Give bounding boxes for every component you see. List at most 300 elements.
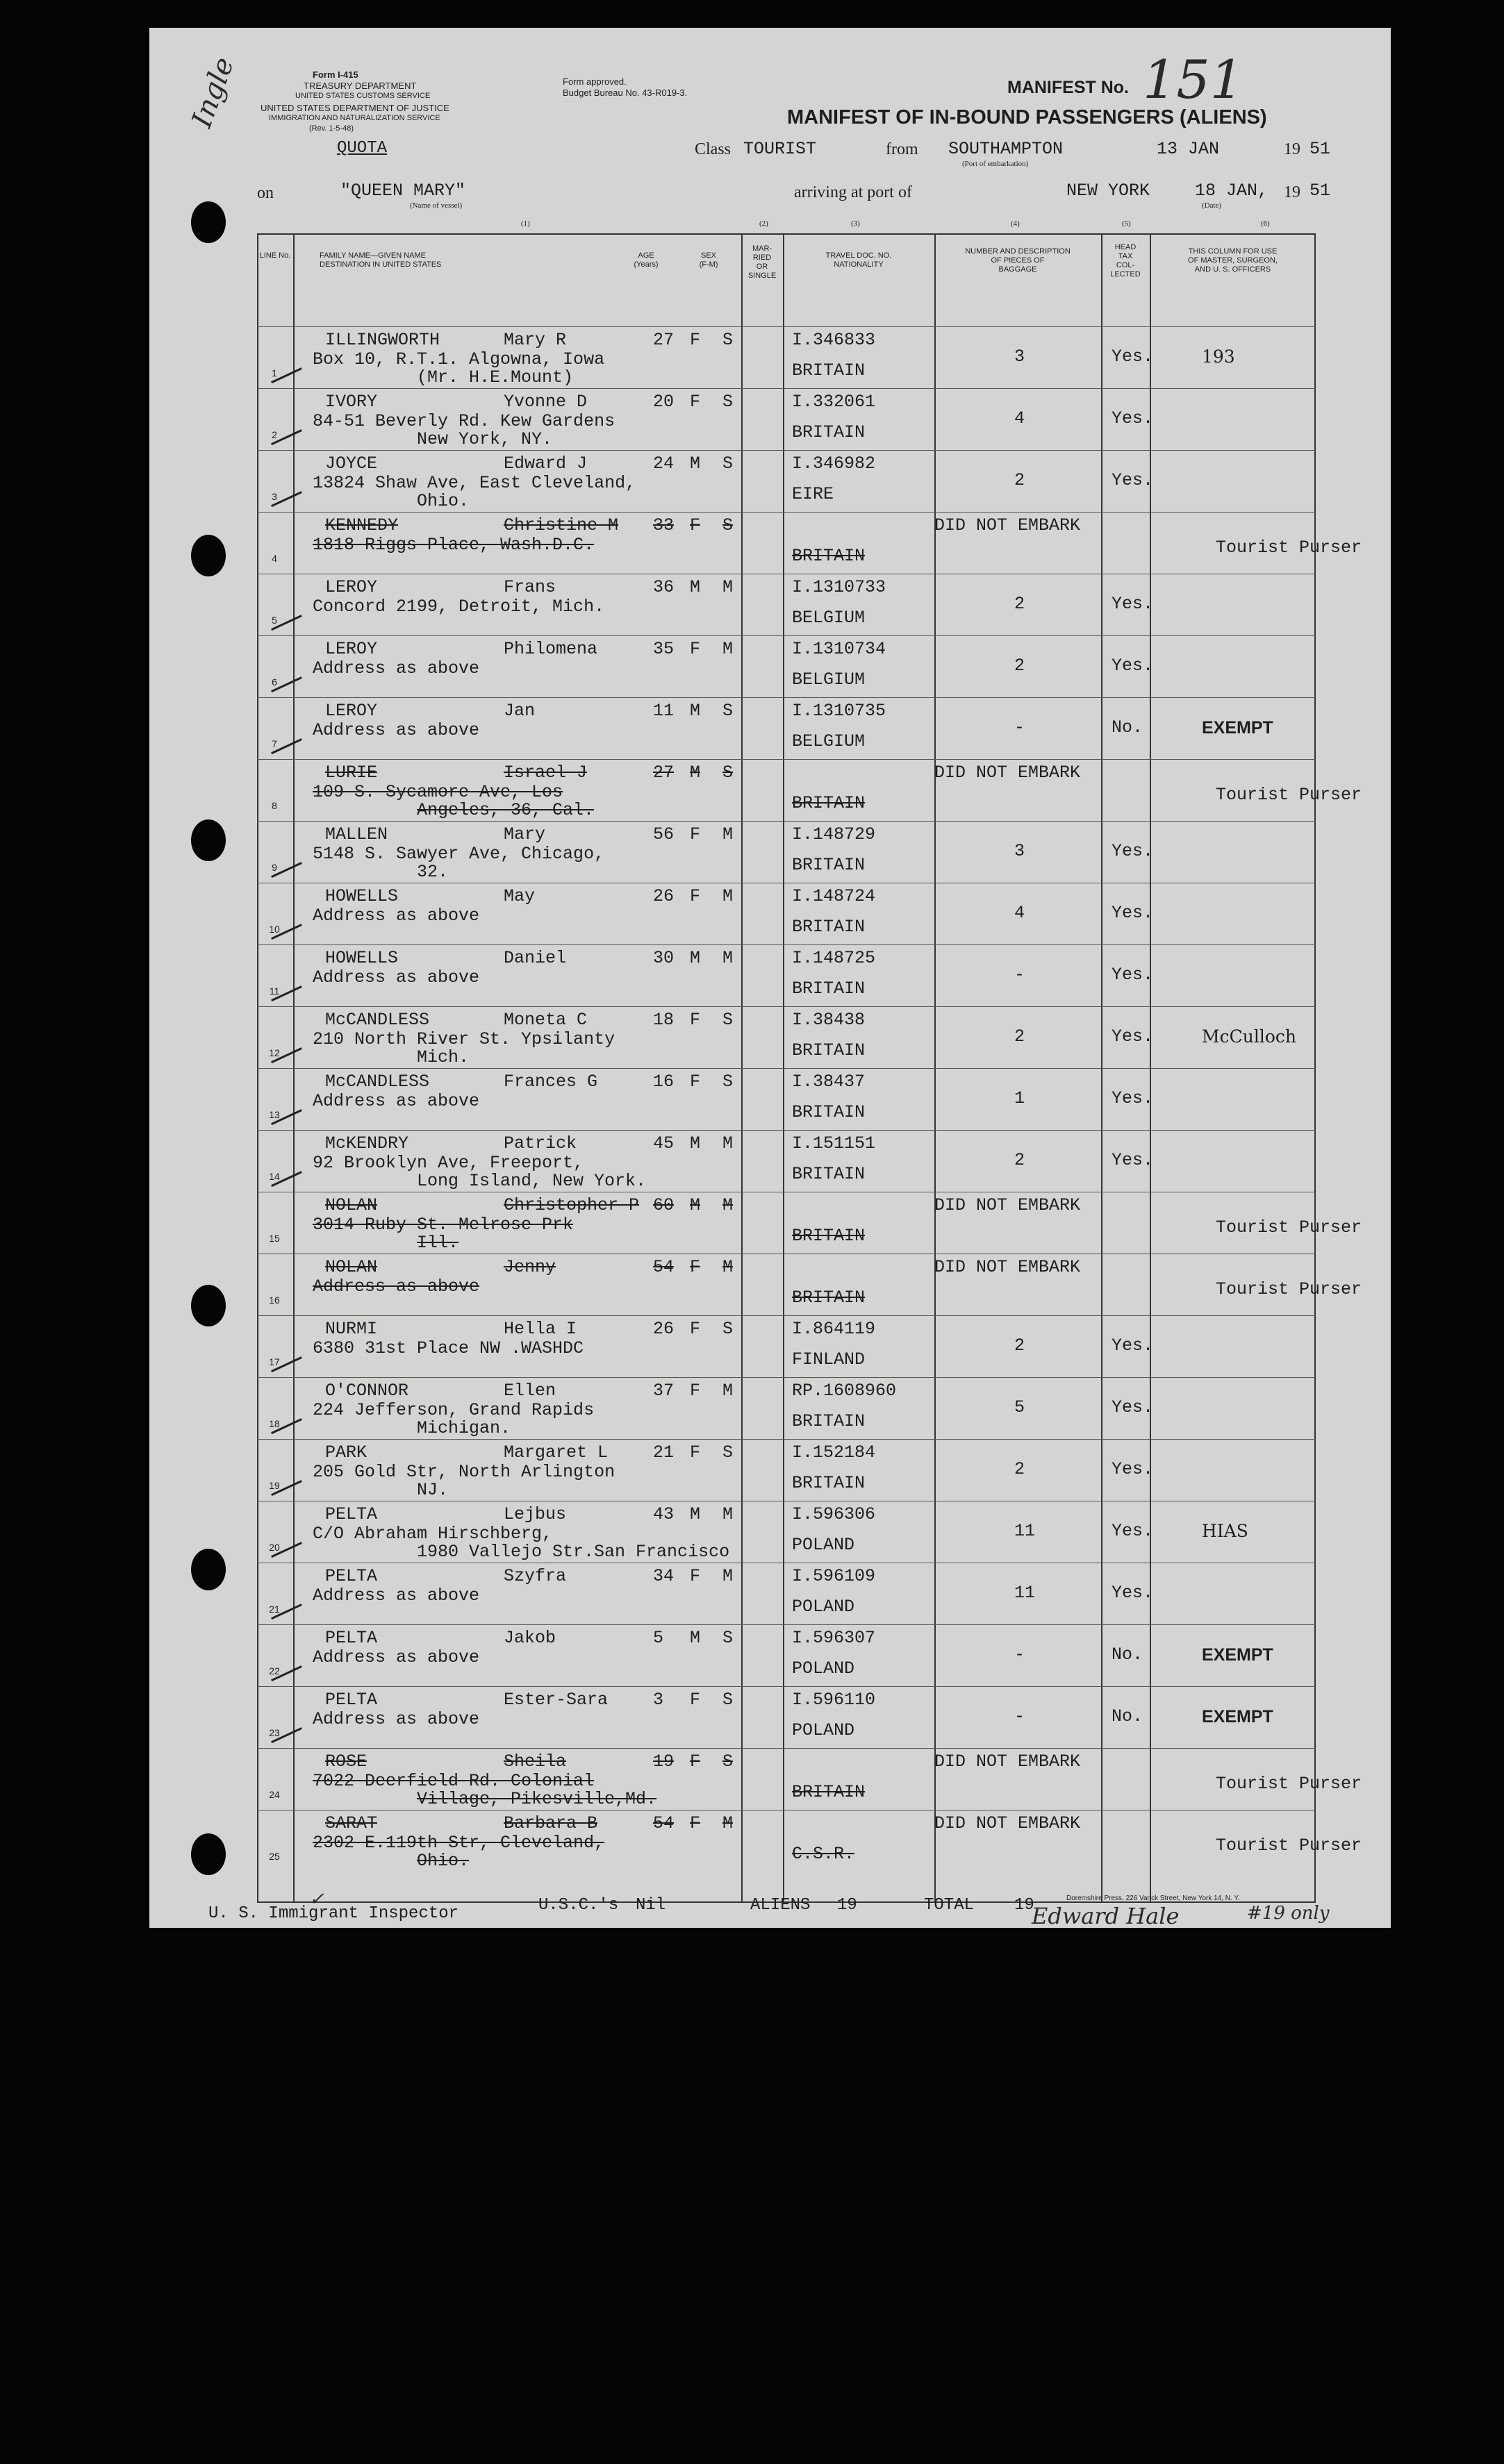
given-name: Mary R [504,330,567,350]
given-name: Sheila [504,1751,567,1772]
nationality: BELGIUM [792,731,866,751]
marital-status: S [722,701,734,721]
class-value: TOURIST [743,139,817,159]
age: 11 [653,701,675,721]
travel-doc: I.38437 [792,1072,866,1092]
marital-status: M [722,1195,734,1215]
col-num-5: (5) [1122,219,1131,228]
arrive-year: 51 [1309,181,1331,201]
nationality: BRITAIN [792,422,866,442]
head-tax: Yes. [1112,1088,1154,1108]
line-number: 25 [269,1851,280,1862]
family-name: McCANDLESS [325,1072,430,1092]
nationality: POLAND [792,1658,855,1679]
form-approved: Form approved. [563,76,627,87]
line-number: 8 [272,800,277,811]
family-name: SARAT [325,1813,378,1833]
col-num-4: (4) [1011,219,1020,228]
sex: F [690,639,701,659]
sex: F [690,392,701,412]
baggage: DID NOT EMBARK [934,763,1081,783]
manifest-title: MANIFEST OF IN-BOUND PASSENGERS (ALIENS) [787,106,1267,128]
family-name: HOWELLS [325,948,399,968]
travel-doc: I.38438 [792,1010,866,1030]
from-year-prefix: 19 [1284,140,1300,158]
address: 1818 Riggs Place, Wash.D.C. [313,535,595,555]
line-number: 4 [272,553,277,564]
age: 3 [653,1690,664,1710]
arrive-date: 18 JAN, [1195,181,1269,201]
address-line-2: Long Island, New York. [417,1171,647,1191]
line-number: 2 [272,429,277,440]
age: 45 [653,1133,675,1154]
dept-customs: UNITED STATES CUSTOMS SERVICE [295,92,431,100]
sex: F [690,1751,701,1772]
age: 26 [653,886,675,906]
form-rev: (Rev. 1-5-48) [309,124,354,133]
arrive-port: NEW YORK [1066,181,1150,201]
age: 35 [653,639,675,659]
sex: F [690,1381,701,1401]
travel-doc: I.332061 [792,392,876,412]
officer-note: McCulloch [1202,1026,1296,1047]
table-row [257,697,1316,760]
line-number: 24 [269,1789,280,1800]
table-row [257,1748,1362,1810]
family-name: NOLAN [325,1195,378,1215]
age: 20 [653,392,675,412]
officer-note: EXEMPT [1202,1645,1273,1665]
vessel-name: "QUEEN MARY" [340,181,466,201]
address-line-2: 32. [417,862,449,882]
marital-status: M [722,1813,734,1833]
table-row [257,388,1316,451]
officer-note: #19 only [1247,1903,1330,1924]
header-name: FAMILY NAME—GIVEN NAME DESTINATION IN UNITED STATES [320,251,442,269]
sex: F [690,1257,701,1277]
arriving-label: arriving at port of [794,183,912,201]
sex: M [690,1133,701,1154]
address: Address as above [313,720,480,740]
table-row [257,1377,1316,1440]
family-name: PARK [325,1442,367,1463]
family-name: NURMI [325,1319,378,1339]
budget-bureau: Budget Bureau No. 43-R019-3. [563,88,688,98]
manifest-number: 151 [1143,49,1244,110]
given-name: Margaret L [504,1442,609,1463]
nationality: BRITAIN [792,546,866,566]
col-num-2: (2) [759,219,768,228]
sex: F [690,1813,701,1833]
header-age: AGE (Years) [634,251,659,269]
sex: F [690,1072,701,1092]
marital-status: S [722,392,734,412]
travel-doc: I.152184 [792,1442,876,1463]
marital-status: M [722,948,734,968]
sex: F [690,330,701,350]
address: 3014 Ruby St. Melrose Prk [313,1215,574,1235]
printer-credit: Doremshire Press, 226 Varick Street, New York 14, N. Y. [1066,1895,1240,1902]
travel-doc: I.148724 [792,886,876,906]
header-married: MAR- RIED OR SINGLE [747,244,777,280]
marital-status: M [722,1566,734,1586]
officer-note: EXEMPT [1202,718,1273,738]
address-line-2: Mich. [417,1047,470,1067]
family-name: MALLEN [325,824,388,844]
address: 109 S. Sycamore Ave, Los [313,782,563,802]
line-number: 19 [269,1480,280,1491]
table-row [257,1563,1316,1625]
head-tax: Yes. [1112,1335,1154,1356]
dept-ins: IMMIGRATION AND NATURALIZATION SERVICE [269,114,440,122]
marital-status: M [722,1133,734,1154]
address: 92 Brooklyn Ave, Freeport, [313,1153,584,1173]
baggage: 4 [1014,903,1025,923]
address-line-2: Ohio. [417,491,470,511]
address: 224 Jefferson, Grand Rapids [313,1400,595,1420]
header-travel: TRAVEL DOC. NO. NATIONALITY [825,251,892,269]
nationality: BRITAIN [792,855,866,875]
nationality: BRITAIN [792,1102,866,1122]
family-name: O'CONNOR [325,1381,409,1401]
family-name: PELTA [325,1690,378,1710]
form-number: Form I-415 [313,69,358,80]
address-line-2: Ohio. [417,1851,470,1871]
nationality: BRITAIN [792,917,866,937]
given-name: Frans [504,577,556,597]
nationality: BRITAIN [792,1040,866,1060]
sex: F [690,1566,701,1586]
given-name: Hella I [504,1319,577,1339]
table-row [257,1624,1316,1687]
baggage: DID NOT EMBARK [934,1195,1081,1215]
given-name: Ellen [504,1381,556,1401]
age: 18 [653,1010,675,1030]
total-label: TOTAL [924,1896,975,1915]
address: Address as above [313,1091,480,1111]
age: 19 [653,1751,675,1772]
given-name: Ester-Sara [504,1690,609,1710]
head-tax: No. [1112,717,1143,738]
line-number: 18 [269,1418,280,1429]
address: 5148 S. Sawyer Ave, Chicago, [313,844,605,864]
sex: F [690,515,701,535]
baggage: 2 [1014,1026,1025,1047]
baggage: DID NOT EMBARK [934,515,1081,535]
line-number: 21 [269,1604,280,1615]
line-number: 6 [272,676,277,688]
baggage: 2 [1014,1459,1025,1479]
marital-status: S [722,1628,734,1648]
travel-doc: I.346833 [792,330,876,350]
nationality: FINLAND [792,1349,866,1370]
head-tax: Yes. [1112,656,1154,676]
sex: F [690,824,701,844]
baggage: - [1014,1706,1025,1726]
baggage: - [1014,1645,1025,1665]
line-number: 11 [269,985,280,997]
given-name: Jakob [504,1628,556,1648]
address: 205 Gold Str, North Arlington [313,1462,615,1482]
table-row [257,450,1316,513]
aliens-count: 19 [837,1896,857,1915]
table-row [257,512,1362,574]
family-name: PELTA [325,1566,378,1586]
head-tax: Yes. [1112,594,1154,614]
table-row [257,944,1316,1007]
family-name: PELTA [325,1628,378,1648]
head-tax: Yes. [1112,1026,1154,1047]
marital-status: S [722,1442,734,1463]
age: 43 [653,1504,675,1524]
head-tax: Yes. [1112,1521,1154,1541]
nationality: BRITAIN [792,1164,866,1184]
address: Address as above [313,1709,480,1729]
punch-hole [191,819,226,861]
line-number: 7 [272,738,277,749]
line-number: 23 [269,1727,280,1738]
table-row [257,1439,1316,1501]
inspector-label: U. S. Immigrant Inspector [208,1904,459,1923]
line-number: 5 [272,615,277,626]
given-name: Barbara B [504,1813,598,1833]
travel-doc: I.148729 [792,824,876,844]
col-num-3: (3) [851,219,860,228]
head-tax: Yes. [1112,408,1154,428]
officer-note: HIAS [1202,1521,1248,1541]
address: Box 10, R.T.1. Algowna, Iowa [313,349,605,369]
given-name: Szyfra [504,1566,567,1586]
address-line-2: NJ. [417,1480,449,1500]
table-row [257,1810,1362,1872]
marital-status: S [722,1072,734,1092]
nationality: BRITAIN [792,1473,866,1493]
family-name: LEROY [325,577,378,597]
baggage: DID NOT EMBARK [934,1257,1081,1277]
officer-note: Tourist Purser [1216,1217,1362,1238]
nationality: BRITAIN [792,979,866,999]
head-tax: Yes. [1112,965,1154,985]
marital-status: M [722,1504,734,1524]
table-row [257,1192,1362,1254]
age: 16 [653,1072,675,1092]
address: Address as above [313,906,480,926]
address: C/O Abraham Hirschberg, [313,1524,553,1544]
punch-hole [191,1549,226,1590]
marital-status: S [722,330,734,350]
travel-doc: I.1310733 [792,577,886,597]
family-name: McKENDRY [325,1133,409,1154]
given-name: Philomena [504,639,598,659]
address: Address as above [313,967,480,988]
family-name: JOYCE [325,453,378,474]
nationality: POLAND [792,1535,855,1555]
nationality: C.S.R. [792,1844,855,1864]
sex: M [690,1504,701,1524]
baggage: 11 [1014,1521,1036,1541]
baggage: 2 [1014,656,1025,676]
nationality: BRITAIN [792,793,866,813]
head-tax: Yes. [1112,841,1154,861]
sex: M [690,948,701,968]
baggage: 11 [1014,1583,1036,1603]
travel-doc: I.596307 [792,1628,876,1648]
table-row [257,1501,1316,1563]
nationality: BRITAIN [792,360,866,381]
family-name: NOLAN [325,1257,378,1277]
marital-status: S [722,1319,734,1339]
family-name: McCANDLESS [325,1010,430,1030]
given-name: Frances G [504,1072,598,1092]
family-name: HOWELLS [325,886,399,906]
given-name: Mary [504,824,546,844]
sex: M [690,1195,701,1215]
age: 54 [653,1813,675,1833]
table-row [257,821,1316,883]
from-port: SOUTHAMPTON [948,139,1064,159]
table-row [257,635,1316,698]
address-line-2: Village, Pikesville,Md. [417,1789,657,1809]
family-name: ILLINGWORTH [325,330,440,350]
from-year: 51 [1309,139,1331,159]
from-label: from [886,140,918,158]
head-tax: No. [1112,1645,1143,1665]
line-number: 13 [269,1109,280,1120]
head-tax: Yes. [1112,347,1154,367]
total-count: 19 [1014,1896,1034,1915]
address: 7022 Deerfield Rd. Colonial [313,1771,595,1791]
officer-note: Tourist Purser [1216,538,1362,558]
date-caption: (Date) [1202,201,1222,210]
head-tax: Yes. [1112,903,1154,923]
travel-doc: I.596306 [792,1504,876,1524]
manifest-label: MANIFEST No. [1007,78,1129,97]
marital-status: S [722,1010,734,1030]
from-date: 13 JAN [1157,139,1220,159]
travel-doc: RP.1608960 [792,1381,897,1401]
line-number: 12 [269,1047,280,1058]
line-number: 15 [269,1233,280,1244]
officer-note: Tourist Purser [1216,1774,1362,1794]
dept-justice: UNITED STATES DEPARTMENT OF JUSTICE [261,103,449,113]
sex: F [690,1319,701,1339]
address-line-2: New York, NY. [417,429,553,449]
line-number: 3 [272,491,277,502]
quota: QUOTA [337,139,388,158]
sex: M [690,763,701,783]
address-line-2: (Mr. H.E.Mount) [417,367,574,388]
dept-treasury: TREASURY DEPARTMENT [304,81,417,91]
nationality: POLAND [792,1720,855,1740]
manifest-page [149,28,1391,1928]
officer-note: Tourist Purser [1216,1835,1362,1856]
given-name: Daniel [504,948,567,968]
table-row [257,759,1362,822]
table-row [257,574,1316,636]
address: 6380 31st Place NW .WASHDC [313,1338,584,1358]
line-number: 20 [269,1542,280,1553]
baggage: DID NOT EMBARK [934,1751,1081,1772]
punch-hole [191,1833,226,1875]
punch-hole [191,201,226,243]
travel-doc: I.1310734 [792,639,886,659]
margin-note: Ingle [185,53,241,132]
travel-doc: I.151151 [792,1133,876,1154]
baggage: 5 [1014,1397,1025,1417]
family-name: PELTA [325,1504,378,1524]
age: 27 [653,763,675,783]
header-line-no: LINE No. [259,251,291,260]
address: 210 North River St. Ypsilanty [313,1029,615,1049]
officer-note: 193 [1202,347,1235,367]
table-row [257,326,1316,389]
marital-status: S [722,515,734,535]
sex: M [690,1628,701,1648]
given-name: Jenny [504,1257,556,1277]
address-line-2: Michigan. [417,1418,511,1438]
address: Address as above [313,658,480,679]
age: 37 [653,1381,675,1401]
age: 34 [653,1566,675,1586]
given-name: Edward J [504,453,588,474]
given-name: Christine M [504,515,619,535]
address: 2302 E.119th Str, Cleveland, [313,1833,605,1853]
head-tax: Yes. [1112,1150,1154,1170]
given-name: Lejbus [504,1504,567,1524]
sex: M [690,577,701,597]
nationality: BRITAIN [792,1288,866,1308]
marital-status: M [722,886,734,906]
travel-doc: I.596110 [792,1690,876,1710]
table-row [257,1068,1316,1131]
travel-doc: I.1310735 [792,701,886,721]
family-name: KENNEDY [325,515,399,535]
travel-doc: I.148725 [792,948,876,968]
sex: M [690,701,701,721]
age: 21 [653,1442,675,1463]
baggage: - [1014,965,1025,985]
punch-hole [191,1285,226,1326]
address: Address as above [313,1276,480,1297]
table-row [257,1254,1362,1316]
marital-status: S [722,453,734,474]
baggage: 2 [1014,1335,1025,1356]
baggage: DID NOT EMBARK [934,1813,1081,1833]
table-row [257,1686,1316,1749]
travel-doc: I.864119 [792,1319,876,1339]
class-label: Class [695,140,732,158]
head-tax: Yes. [1112,1583,1154,1603]
family-name: LURIE [325,763,378,783]
given-name: Patrick [504,1133,577,1154]
nationality: BRITAIN [792,1226,866,1246]
given-name: Christopher P [504,1195,640,1215]
age: 24 [653,453,675,474]
baggage: 2 [1014,1150,1025,1170]
given-name: Jan [504,701,536,721]
vessel-caption: (Name of vessel) [410,201,463,210]
travel-doc: I.596109 [792,1566,876,1586]
marital-status: S [722,1690,734,1710]
given-name: Israel J [504,763,588,783]
address-line-2: Ill. [417,1233,459,1253]
punch-hole [191,535,226,576]
line-number: 16 [269,1295,280,1306]
usc-value: Nil [636,1896,666,1915]
given-name: Yvonne D [504,392,588,412]
age: 56 [653,824,675,844]
head-tax: Yes. [1112,470,1154,490]
